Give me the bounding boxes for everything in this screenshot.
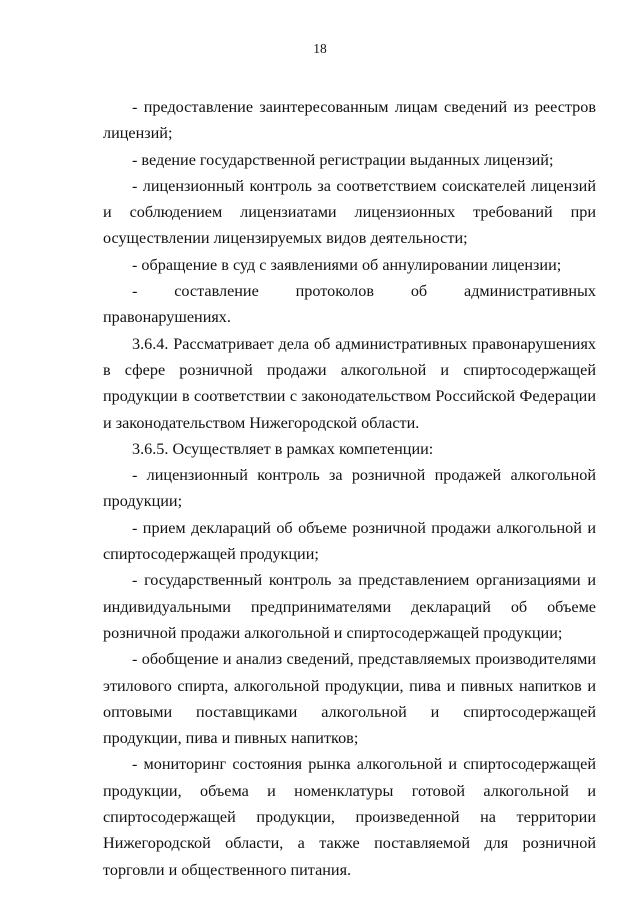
paragraph-registry-info: - предоставление заинтересованным лицам сведений из реестров лицензий; (103, 98, 596, 143)
paragraph-market-monitoring: - мониторинг состояния рынка алкогольной и спиртосодержащей продукции, объема и номенклатуры готовой алкогольной и спиртосодержащей продукции, произведенной на территории Нижегородской области, а также поставляемой для розничной торговли и общественного питания. (103, 755, 596, 879)
page-number: 18 (313, 41, 327, 56)
paragraph-3-6-4: 3.6.4. Рассматривает дела об административных правонарушениях в сфере розничной продажи алкогольной и спиртосодержащей продукции в соответствии с законодательством Российской Федерации и законодательством Нижегородской области. (103, 334, 596, 432)
paragraph-retail-license-control: - лицензионный контроль за розничной продажей алкогольной продукции; (103, 466, 596, 511)
paragraph-declarations-control: - государственный контроль за представлением организациями и индивидуальными предпринимателями деклараций об объеме розничной продажи алкогольной и спиртосодержащей продукции; (103, 571, 596, 642)
paragraph-license-registration: - ведение государственной регистрации выданных лицензий; (132, 150, 554, 169)
paragraph-declarations-intake: - прием деклараций об объеме розничной продажи алкогольной и спиртосодержащей продукции; (103, 518, 596, 564)
paragraph-3-6-5: 3.6.5. Осуществляет в рамках компетенции: (132, 439, 434, 458)
paragraph-court-appeal: - обращение в суд с заявлениями об аннулировании лицензии; (132, 255, 562, 274)
document-body (103, 94, 596, 883)
paragraph-license-control: - лицензионный контроль за соответствием соискателей лицензий и соблюдением лицензиатами лицензионных требований при осуществлении лицензируемых видов деятельности; (103, 176, 596, 248)
paragraph-protocols: - составление протоколов об административных правонарушениях. (103, 282, 596, 327)
paragraph-data-analysis: - обобщение и анализ сведений, представляемых производителями этилового спирта, алкогольной продукции, пива и пивных напитков и оптовыми поставщиками алкогольной и спиртосодержащей продукции, пива и пивных напитков; (103, 650, 596, 748)
